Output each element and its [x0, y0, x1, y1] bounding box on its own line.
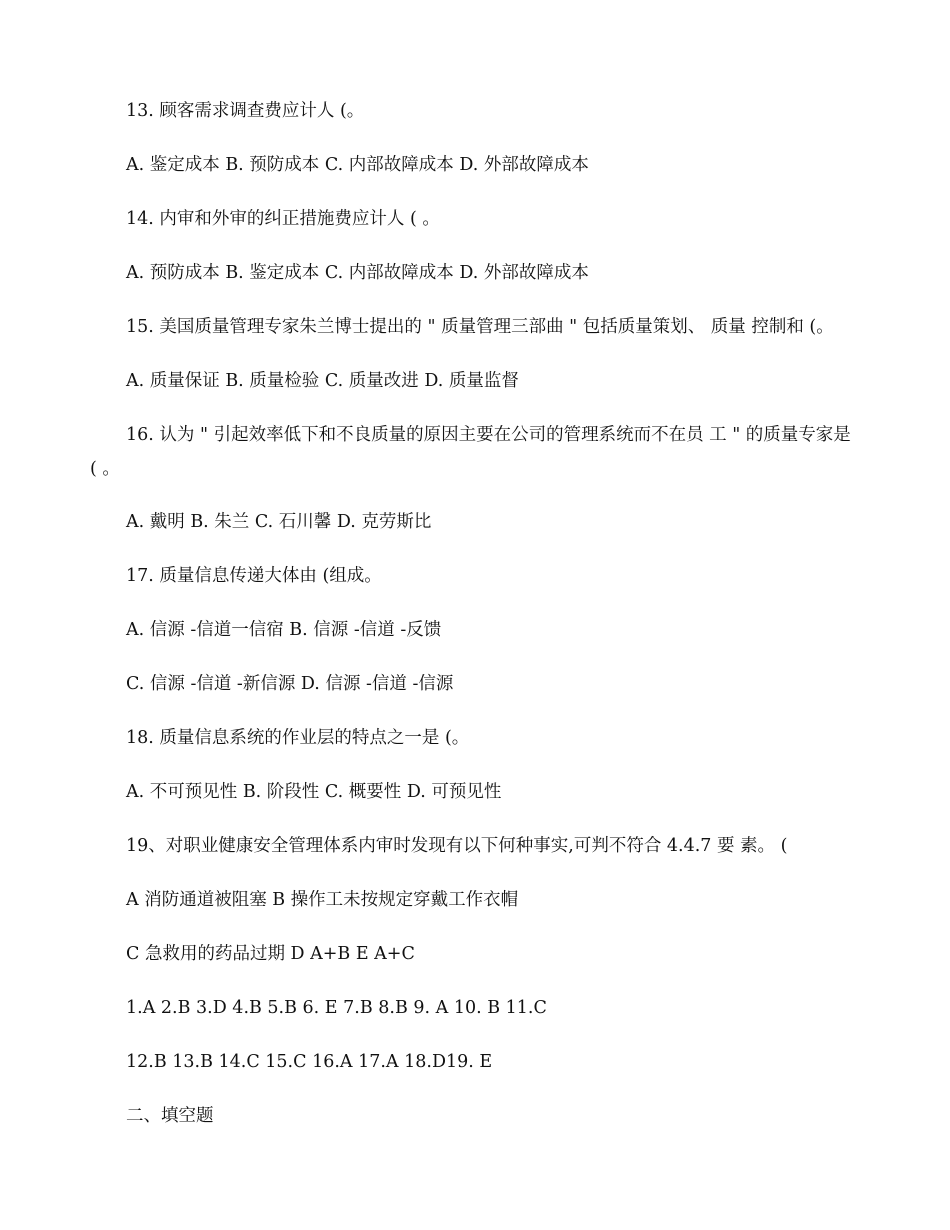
options-15: A. 质量保证 B. 质量检验 C. 质量改进 D. 质量监督	[126, 371, 519, 391]
options-18: A. 不可预见性 B. 阶段性 C. 概要性 D. 可预见性	[126, 782, 502, 802]
options-16: A. 戴明 B. 朱兰 C. 石川馨 D. 克劳斯比	[126, 512, 432, 532]
question-13: 13. 顾客需求调查费应计人 (。	[126, 101, 365, 121]
question-18: 18. 质量信息系统的作业层的特点之一是 (。	[126, 728, 470, 748]
options-19-ab: A 消防通道被阻塞 B 操作工未按规定穿戴工作衣帽	[126, 890, 519, 910]
options-17-cd: C. 信源 -信道 -新信源 D. 信源 -信道 -信源	[126, 674, 454, 694]
question-19: 19、对职业健康安全管理体系内审时发现有以下何种事实,可判不符合 4.4.7 要 素。 (	[126, 836, 788, 856]
answer-key-2: 12.B 13.B 14.C 15.C 16.A 17.A 18.D19. E	[126, 1052, 493, 1072]
section-heading-fill-in: 二、填空题	[126, 1106, 214, 1126]
options-19-cde: C 急救用的药品过期 D A+B E A+C	[126, 944, 415, 964]
options-17-ab: A. 信源 -信道一信宿 B. 信源 -信道 -反馈	[126, 620, 442, 640]
options-13: A. 鉴定成本 B. 预防成本 C. 内部故障成本 D. 外部故障成本	[126, 155, 589, 175]
question-17: 17. 质量信息传递大体由 (组成。	[126, 566, 382, 586]
question-16: 16. 认为 " 引起效率低下和不良质量的原因主要在公司的管理系统而不在员 工 " 的质量专家是 ( 。	[90, 425, 851, 479]
question-14: 14. 内审和外审的纠正措施费应计人 ( 。	[126, 209, 440, 229]
options-14: A. 预防成本 B. 鉴定成本 C. 内部故障成本 D. 外部故障成本	[126, 263, 589, 283]
answer-key-1: 1.A 2.B 3.D 4.B 5.B 6. E 7.B 8.B 9. A 10. B 11.C	[126, 998, 547, 1018]
question-15: 15. 美国质量管理专家朱兰博士提出的 " 质量管理三部曲 " 包括质量策划、 质量 控制和 (。	[126, 317, 834, 337]
